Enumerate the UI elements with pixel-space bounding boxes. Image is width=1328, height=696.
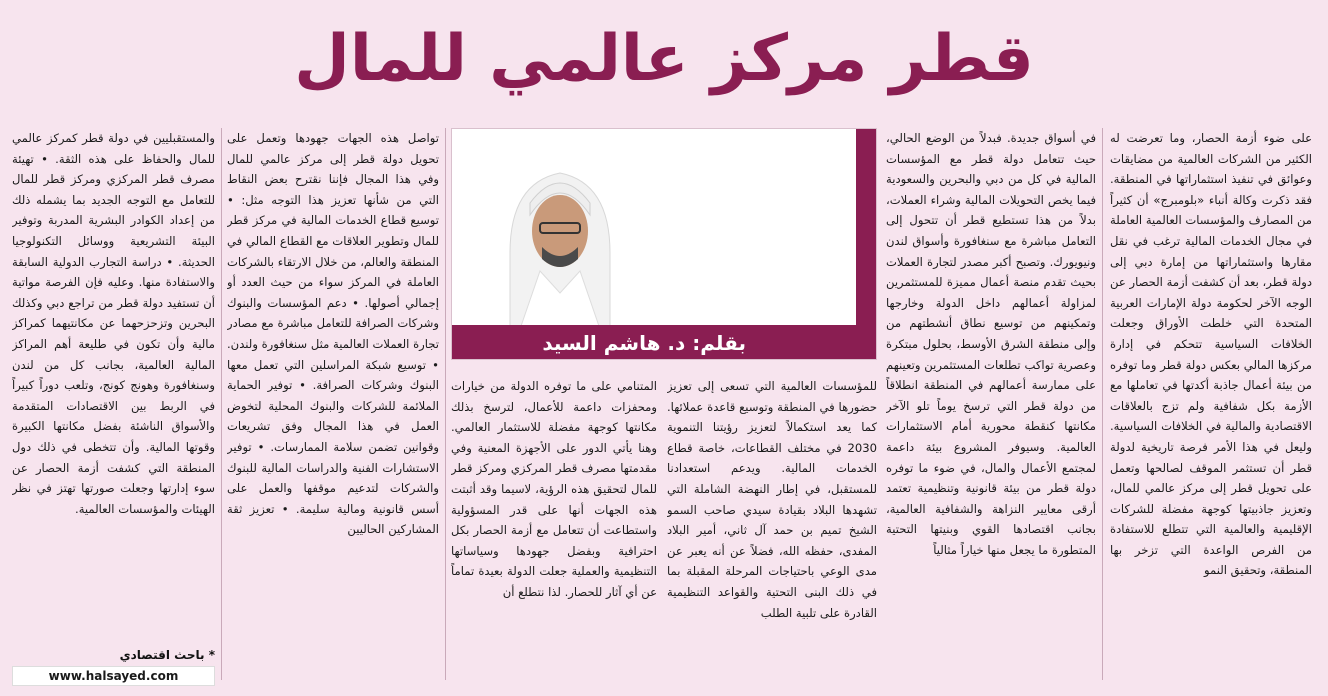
column-text: تواصل هذه الجهات جهودها وتعمل على تحويل دولة قطر إلى مركز عالمي للمال وفي هذا المجال فإننا نقترح بعض النقاط التي من شأنها تعزيز هذا التوجه مثل: • توسيع قطاع الخدمات المالية في مركز قطر للمال وتطوير العلاقات مع القطاع المالي في المنطقة والعالم، من خلال الارتقاء بالشركات العاملة في المركز سواء من حيث العدد أو إجمالي أصولها. • دعم المؤسسات والبنوك وشركات الصرافة للتعامل مباشرة مع مصادر تجارة العملات العالمية مثل سنغافورة ولندن. • توسيع شبكة المراسلين التي تعمل معها البنوك وشركات الصرافة. • توفير الحماية الملائمة للشركات والبنوك المحلية لتخوض العمل في هذا المجال وفق تشريعات وقوانين تضمن سلامة الممارسات. • توفير الاستشارات الفنية والدراسات المالية للبنوك والشركات لتدعيم موقفها والعمل على أسس قانونية ومالية سليمة. • تعزيز ثقة المشاركين الحاليين bbox=[227, 131, 439, 537]
column-divider bbox=[1102, 128, 1103, 680]
article-column-5 bbox=[227, 128, 439, 680]
article-column-3 bbox=[667, 376, 877, 680]
article-column-1 bbox=[1110, 128, 1312, 680]
column-divider bbox=[221, 128, 222, 680]
article-column-6 bbox=[12, 128, 215, 644]
author-photo bbox=[490, 143, 630, 329]
column-text: في أسواق جديدة. فبدلاً من الوضع الحالي، حيث تتعامل دولة قطر مع المؤسسات المالية في كل من دبي والبحرين والسعودية فيما يخص التحويلات المالية وشراء العملات، بدلاً من هذا تستطيع قطر أن تتحول إلى التعامل مباشرة مع سنغافورة وأسواق لندن ونيويورك. وتصبح أكبر مصدر لتجارة العملات بحيث تقدم منصة أعمال مميزة للمستثمرين لمزاولة أعمالهم داخل الدولة وخارجها وتمكينهم من توسيع نطاق أنشطتهم من وإلى منطقة الشرق الأوسط، بحلول مبتكرة وعصرية تواكب تطلعات المستثمرين وتعينهم على ممارسة أعمالهم في المنطقة انطلاقاً من دولة قطر التي ترسخ يوماً تلو الآخر مكانتها كنقطة محورية أمام الاستثمارات العالمية. وسيوفر المشروع بيئة داعمة لمجتمع الأعمال والمال، في ضوء ما توفره دولة قطر من بيئة قانونية وتنظيمية تعتمد أرقى معايير النزاهة والشفافية العالمية، بجانب اقتصادها القوي وبنيتها التحتية المتطورة ما يجعل منها خياراً مثالياً bbox=[886, 131, 1096, 557]
author-tag: * باحث اقتصادي bbox=[119, 648, 215, 662]
headline-banner bbox=[0, 0, 1328, 118]
author-name: بقلم: د. هاشم السيد bbox=[542, 331, 746, 355]
column-text: للمؤسسات العالمية التي تسعى إلى تعزيز حضورها في المنطقة وتوسيع قاعدة عملائها. كما يعد استكمالاً لتعزيز رؤيتنا التنموية 2030 في مختلف القطاعات، خاصة قطاع الخدمات المالية. ويدعم استعدادنا للمستقبل، في إطار النهضة الشاملة التي تشهدها البلاد بقيادة سيدي صاحب السمو الشيخ تميم بن حمد آل ثاني، أمير البلاد المفدى، حفظه الله، فضلاً عن أنه يعبر عن مدى الوعي باحتياجات المرحلة المقبلة بما في ذلك البنى التحتية والقواعد التنظيمية القادرة على تلبية الطلب bbox=[667, 379, 877, 620]
author-box bbox=[451, 128, 877, 360]
website-link[interactable]: www.halsayed.com bbox=[12, 666, 215, 686]
column-text: على ضوء أزمة الحصار، وما تعرضت له الكثير من الشركات العالمية من مضايقات وعوائق في تنفيذ استثماراتها في المنطقة. فقد ذكرت وكالة أنباء «بلومبرج» أن كثيراً من المصارف والمؤسسات العالمية العاملة في مجال الخدمات المالية ترغب في نقل مقارها واستثماراتها من إمارة دبي إلى دولة قطر، بعد أن كشفت أزمة الحصار عن الوجه الآخر لحكومة دولة الإمارات العربية المتحدة التي خلطت الأوراق وجعلت الخلافات السياسية تتحكم في إدارة مركزها المالي بعكس دولة قطر وما توفره من بيئة أعمال جاذبة أكدتها في تعاملها مع الأزمة بكل شفافية ولم تزج بالعلاقات الاقتصادية والمالية في الخلافات السياسية. وليعل في هذا الأمر فرصة تاريخية لدولة قطر أن تستثمر الموقف لصالحها وتعمل على تحويل قطر إلى مركز عالمي للمال، وتعزيز جاذبيتها كوجهة مفضلة للشركات الإقليمية والعالمية التي تتطلع للاستفادة من الفرص الواعدة التي تزخر بها المنطقة، وتحقيق النمو bbox=[1110, 131, 1312, 578]
author-footer bbox=[12, 646, 215, 686]
column-text: والمستقبليين في دولة قطر كمركز عالمي للمال والحفاظ على هذه الثقة. • تهيئة مصرف قطر المركزي ومركز قطر للمال للتعامل مع التوجه الجديد بما يشمله ذلك من إعداد الكوادر البشرية المدربة وتوفير البيئة التشريعية ووسائل التكنولوجيا الحديثة. • دراسة التجارب الدولية السابقة والاستفادة منها. وعليه فإن الفرصة مواتية أن تستفيد دولة قطر من تراجع دبي وكذلك البحرين وتزحزحهما عن مكانتيهما كمراكز مالية وأن تكون في طليعة أهم المراكز المالية العالمية، بجانب كل من لندن وسنغافورة وهونج كونج، وتلعب دوراً كبيراً في الربط بين الاقتصادات المتقدمة والأسواق الناشئة بفضل مكانتها الكبيرة وقوتها المالية. وأن تتخطى في ذلك دول المنطقة التي كشفت أزمة الحصار عن سوء إدارتها وجعلت صورتها تهتز في نظر الهيئات والمؤسسات العالمية. bbox=[12, 131, 215, 516]
page-title: قطر مركز عالمي للمال bbox=[294, 22, 1034, 96]
column-text: المتنامي على ما توفره الدولة من خيارات ومحفزات داعمة للأعمال، لترسخ بذلك مكانتها كوجهة مفضلة للاستثمار العالمي. وهنا يأتي الدور على الأجهزة المعنية وفي مقدمتها مصرف قطر المركزي ومركز قطر للمال لتحقيق هذه الرؤية، لاسيما وقد أثبتت هذه الجهات أنها على قدر المسؤولية واستطاعت أن تتعامل مع أزمة الحصار بكل احترافية وبفضل جهودها وسياساتها التنظيمية والعملية جعلت الدولة بعيدة تماماً عن أي آثار للحصار. لذا نتطلع أن bbox=[451, 379, 657, 599]
column-divider bbox=[445, 128, 446, 680]
article-column-4 bbox=[451, 376, 657, 680]
article-column-2 bbox=[886, 128, 1096, 680]
